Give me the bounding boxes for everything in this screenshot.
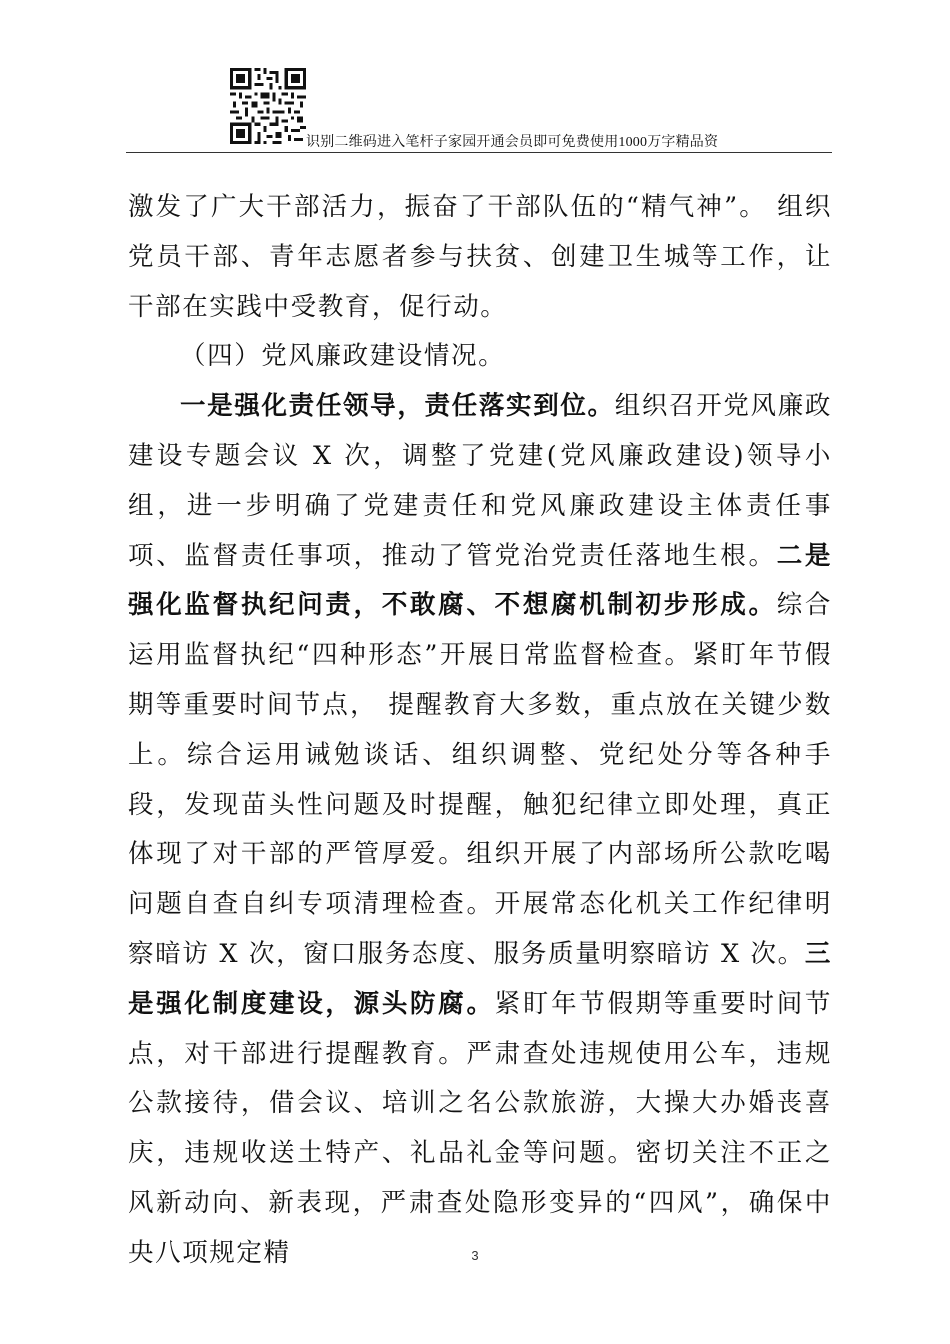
paragraph-text-3: 紧盯年节假期等重要时间节点，对干部进行提醒教育。严肃查处违规使用公车，违规公款接待，借会议、培训之名公款旅游，大操大办婚丧喜庆，违规收送土特产、礼品礼金等问题。密切关注不正之风新动向、新表现，严肃查处隐形变异的“四风”，确保中央八项规定精	[128, 988, 832, 1268]
paragraph-text-2: 综合运用监督执纪“四种形态”开展日常监督检查。紧盯年节假期等重要时间节点， 提醒教育大多数，重点放在关键少数上。综合运用诫勉谈话、组织调整、党纪处分等各种手段，发现苗头性问题及时提醒，触犯纪律立即处理，真正体现了对干部的严管厚爱。组织开展了内部场所公款吃喝问题自查自纠专项清理检查。开展常态化机关工作纪律明察暗访 X 次，窗口服务态度、服务质量明察暗访 X 次。	[128, 590, 832, 969]
bold-lead-3: 三是强化制度建设，源头防腐。	[128, 938, 832, 1019]
paragraph-continuation: 激发了广大干部活力，振奋了干部队伍的“精气神”。 组织党员干部、青年志愿者参与扶贫、创建卫生城等工作，让干部在实践中受教育，促行动。	[128, 192, 832, 322]
paragraph-main	[128, 382, 832, 1278]
page-number: 3	[471, 1248, 479, 1263]
header-notice: 识别二维码进入笔杆子家园开通会员即可免费使用1000万字精品资	[306, 135, 719, 150]
paragraph-text-1: 组织召开党风廉政建设专题会议 X 次，调整了党建(党风廉政建设)领导小组，进一步明确了党建责任和党风廉政建设主体责任事项、监督责任事项，推动了管党治党责任落地生根。	[128, 391, 832, 571]
section-heading: （四）党风廉政建设情况。	[180, 341, 506, 372]
bold-lead-2: 二是强化监督执纪问责，不敢腐、不想腐机制初步形成。	[128, 540, 832, 621]
qr-code-icon[interactable]	[230, 68, 306, 144]
header-divider	[126, 152, 832, 153]
bold-lead-1: 一是强化责任领导，责任落实到位。	[180, 391, 615, 422]
document-body	[128, 183, 832, 1279]
